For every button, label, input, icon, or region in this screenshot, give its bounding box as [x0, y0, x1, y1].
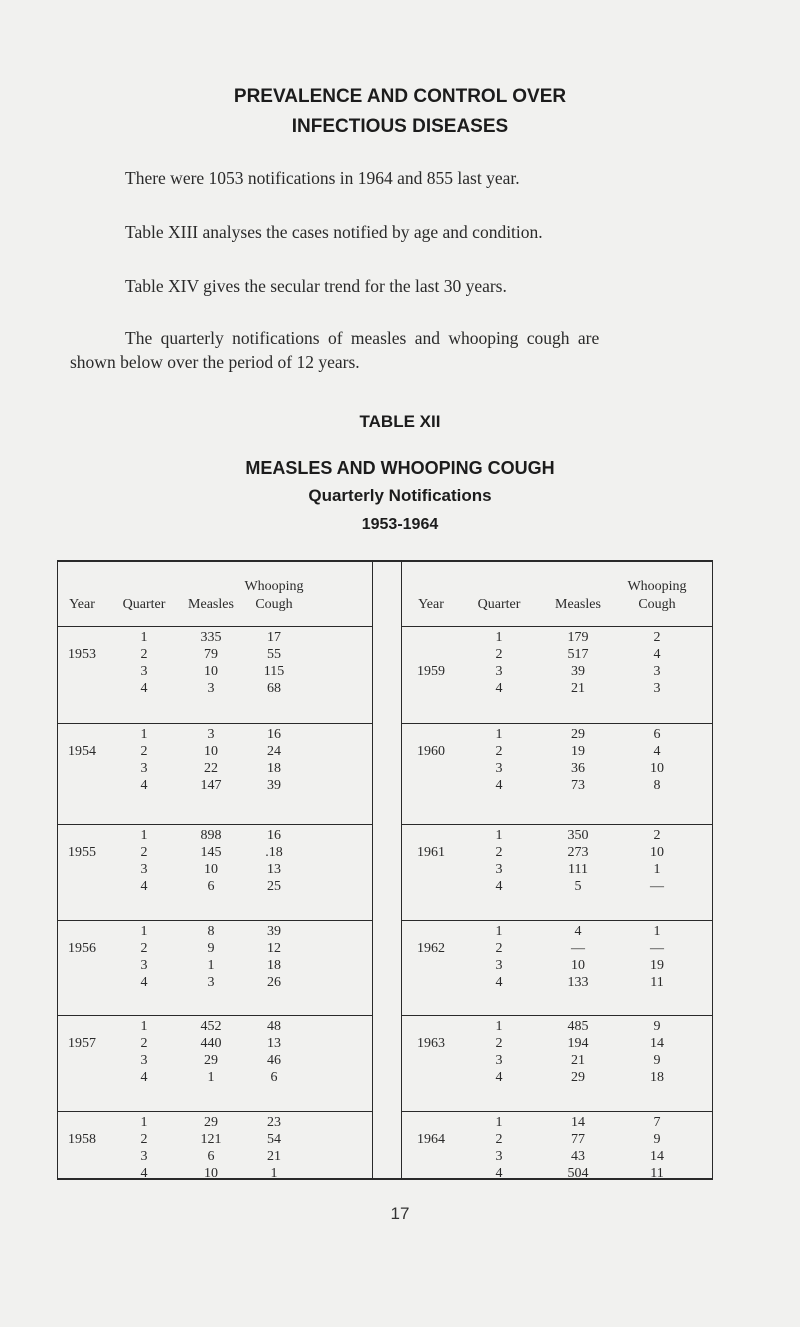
whooping-cough-cell: 23 [267, 1115, 281, 1130]
paragraph-quarterly-2: shown below over the period of 12 years. [70, 352, 360, 372]
quarter-cell: 1 [495, 1019, 503, 1034]
quarter-cell: 2 [495, 845, 503, 860]
quarter-cell: 3 [140, 761, 148, 776]
whooping-cough-cell: 13 [267, 1036, 281, 1051]
year-cell: 1954 [68, 744, 96, 759]
whooping-cough-cell: 2 [653, 630, 661, 645]
measles-cell: 111 [568, 862, 588, 877]
page-title-line1: PREVALENCE AND CONTROL OVER [233, 86, 567, 107]
measles-cell: 29 [571, 1070, 585, 1085]
whooping-cough-cell: 17 [267, 630, 281, 645]
quarter-cell: 1 [140, 1115, 148, 1130]
whooping-cough-cell: 25 [267, 879, 281, 894]
header-whooping-left: Whooping [244, 579, 304, 594]
header-cough-left: Cough [255, 597, 293, 612]
measles-cell: 3 [207, 681, 215, 696]
whooping-cough-cell: 48 [267, 1019, 281, 1034]
measles-cell: 73 [571, 778, 585, 793]
whooping-cough-cell: 9 [653, 1019, 661, 1034]
whooping-cough-cell: 12 [267, 941, 281, 956]
quarter-cell: 4 [140, 879, 148, 894]
measles-cell: 6 [207, 879, 215, 894]
quarter-cell: 4 [140, 1166, 148, 1181]
measles-cell: 194 [567, 1036, 589, 1051]
measles-cell: 179 [567, 630, 589, 645]
table-row-separator [58, 1111, 372, 1112]
table-row-separator [401, 824, 712, 825]
measles-cell: 3 [207, 975, 215, 990]
header-quarter-left: Quarter [122, 597, 166, 612]
header-quarter-right: Quarter [477, 597, 521, 612]
measles-cell: 10 [204, 744, 218, 759]
quarter-cell: 4 [495, 975, 503, 990]
measles-cell: 10 [204, 862, 218, 877]
measles-cell: 22 [204, 761, 218, 776]
measles-cell: 133 [567, 975, 589, 990]
header-year-right: Year [418, 597, 444, 612]
quarter-cell: 1 [495, 828, 503, 843]
header-whooping-right: Whooping [627, 579, 687, 594]
table-row-separator [401, 920, 712, 921]
whooping-cough-cell: 39 [267, 924, 281, 939]
year-cell: 1953 [68, 647, 96, 662]
measles-cell: 29 [204, 1053, 218, 1068]
year-cell: 1963 [417, 1036, 445, 1051]
year-cell: 1962 [417, 941, 445, 956]
table-row-separator [58, 1015, 372, 1016]
measles-cell: 21 [571, 1053, 585, 1068]
paragraph-table-xiv: Table XIV gives the secular trend for the last 30 years. [125, 276, 507, 296]
quarter-cell: 3 [495, 862, 503, 877]
whooping-cough-cell: 8 [653, 778, 661, 793]
measles-cell: 504 [567, 1166, 589, 1181]
measles-cell: 147 [200, 778, 222, 793]
quarter-cell: 1 [495, 630, 503, 645]
quarter-cell: 4 [495, 1166, 503, 1181]
whooping-cough-cell: 9 [653, 1132, 661, 1147]
whooping-cough-cell: 16 [267, 727, 281, 742]
table-subtitle: Quarterly Notifications [308, 486, 492, 505]
paragraph-notifications: There were 1053 notifications in 1964 and 855 last year. [125, 168, 520, 188]
whooping-cough-cell: 68 [267, 681, 281, 696]
table-title: MEASLES AND WHOOPING COUGH [245, 458, 555, 478]
whooping-cough-cell: 14 [650, 1036, 664, 1051]
table-row-separator [58, 920, 372, 921]
measles-cell: 1 [207, 958, 215, 973]
whooping-cough-cell: — [650, 941, 664, 956]
measles-cell: 39 [571, 664, 585, 679]
whooping-cough-cell: 1 [653, 924, 661, 939]
quarter-cell: 4 [495, 1070, 503, 1085]
table-row-separator [401, 1015, 712, 1016]
header-year-left: Year [69, 597, 95, 612]
quarter-cell: 2 [140, 1132, 148, 1147]
table-row-separator [401, 723, 712, 724]
year-cell: 1959 [417, 664, 445, 679]
measles-cell: 29 [571, 727, 585, 742]
whooping-cough-cell: 14 [650, 1149, 664, 1164]
table-row-separator [401, 626, 712, 627]
page-title-line2: INFECTIOUS DISEASES [291, 116, 509, 137]
whooping-cough-cell: 10 [650, 761, 664, 776]
year-cell: 1956 [68, 941, 96, 956]
quarter-cell: 4 [140, 975, 148, 990]
measles-cell: 36 [571, 761, 585, 776]
measles-cell: 10 [571, 958, 585, 973]
whooping-cough-cell: 18 [267, 958, 281, 973]
quarter-cell: 4 [495, 879, 503, 894]
measles-cell: 14 [571, 1115, 585, 1130]
whooping-cough-cell: 18 [267, 761, 281, 776]
measles-cell: 485 [567, 1019, 589, 1034]
measles-cell: 517 [567, 647, 589, 662]
quarter-cell: 2 [495, 1036, 503, 1051]
quarter-cell: 1 [140, 924, 148, 939]
whooping-cough-cell: 10 [650, 845, 664, 860]
table-label: TABLE XII [359, 412, 441, 431]
whooping-cough-cell: 1 [270, 1166, 278, 1181]
measles-cell: 9 [207, 941, 215, 956]
quarter-cell: 2 [495, 744, 503, 759]
measles-cell: 77 [571, 1132, 585, 1147]
page-number: 17 [390, 1204, 410, 1223]
whooping-cough-cell: 46 [267, 1053, 281, 1068]
header-measles-left: Measles [188, 597, 234, 612]
whooping-cough-cell: 1 [653, 862, 661, 877]
quarter-cell: 1 [140, 1019, 148, 1034]
measles-cell: 21 [571, 681, 585, 696]
whooping-cough-cell: 19 [650, 958, 664, 973]
paragraph-quarterly-1: The quarterly notifications of measles and whooping cough are [125, 328, 600, 348]
whooping-cough-cell: 18 [650, 1070, 664, 1085]
quarter-cell: 1 [140, 828, 148, 843]
whooping-cough-cell: 4 [653, 647, 661, 662]
table-row-separator [58, 824, 372, 825]
whooping-cough-cell: 55 [267, 647, 281, 662]
whooping-cough-cell: 3 [653, 664, 661, 679]
quarter-cell: 3 [495, 958, 503, 973]
measles-cell: 3 [207, 727, 215, 742]
year-cell: 1960 [417, 744, 445, 759]
whooping-cough-cell: 4 [653, 744, 661, 759]
quarter-cell: 3 [495, 1149, 503, 1164]
table-row-separator [58, 723, 372, 724]
year-cell: 1964 [417, 1132, 445, 1147]
whooping-cough-cell: 9 [653, 1053, 661, 1068]
whooping-cough-cell: 54 [267, 1132, 281, 1147]
whooping-cough-cell: 2 [653, 828, 661, 843]
measles-cell: 10 [204, 664, 218, 679]
measles-cell: 5 [574, 879, 582, 894]
quarter-cell: 2 [140, 744, 148, 759]
quarter-cell: 1 [495, 727, 503, 742]
year-cell: 1958 [68, 1132, 96, 1147]
quarter-cell: 3 [495, 1053, 503, 1068]
measles-cell: 10 [204, 1166, 218, 1181]
quarter-cell: 2 [495, 1132, 503, 1147]
measles-cell: 6 [207, 1149, 215, 1164]
quarter-cell: 2 [495, 941, 503, 956]
measles-cell: 8 [207, 924, 215, 939]
quarter-cell: 3 [140, 1053, 148, 1068]
whooping-cough-cell: 39 [267, 778, 281, 793]
measles-cell: 43 [571, 1149, 585, 1164]
measles-cell: — [571, 941, 585, 956]
measles-cell: 898 [200, 828, 222, 843]
measles-cell: 121 [200, 1132, 222, 1147]
table-center-divider-right [401, 562, 402, 1178]
quarter-cell: 1 [140, 727, 148, 742]
measles-cell: 440 [200, 1036, 222, 1051]
year-cell: 1961 [417, 845, 445, 860]
whooping-cough-cell: 21 [267, 1149, 281, 1164]
quarter-cell: 3 [140, 664, 148, 679]
measles-cell: 79 [204, 647, 218, 662]
quarter-cell: 1 [495, 924, 503, 939]
measles-cell: 273 [567, 845, 589, 860]
whooping-cough-cell: — [650, 879, 664, 894]
quarter-cell: 1 [140, 630, 148, 645]
quarter-cell: 3 [495, 664, 503, 679]
measles-cell: 29 [204, 1115, 218, 1130]
whooping-cough-cell: 115 [263, 664, 285, 679]
quarter-cell: 3 [140, 862, 148, 877]
table-row-separator [58, 626, 372, 627]
paragraph-table-xiii: Table XIII analyses the cases notified by age and condition. [125, 222, 543, 242]
quarter-cell: 2 [140, 941, 148, 956]
whooping-cough-cell: 6 [270, 1070, 278, 1085]
whooping-cough-cell: 11 [650, 1166, 664, 1181]
quarter-cell: 3 [495, 761, 503, 776]
measles-cell: 19 [571, 744, 585, 759]
table-center-divider-left [372, 562, 373, 1178]
whooping-cough-cell: 26 [267, 975, 281, 990]
measles-cell: 335 [200, 630, 222, 645]
quarter-cell: 4 [495, 681, 503, 696]
quarter-cell: 1 [495, 1115, 503, 1130]
measles-cell: 145 [200, 845, 222, 860]
header-cough-right: Cough [638, 597, 676, 612]
year-cell: 1955 [68, 845, 96, 860]
quarter-cell: 2 [140, 647, 148, 662]
whooping-cough-cell: 3 [653, 681, 661, 696]
whooping-cough-cell: 24 [267, 744, 281, 759]
quarter-cell: 4 [140, 681, 148, 696]
whooping-cough-cell: 11 [650, 975, 664, 990]
quarter-cell: 4 [140, 778, 148, 793]
quarter-cell: 4 [495, 778, 503, 793]
year-cell: 1957 [68, 1036, 96, 1051]
measles-cell: 350 [567, 828, 589, 843]
quarter-cell: 2 [140, 1036, 148, 1051]
whooping-cough-cell: 16 [267, 828, 281, 843]
measles-cell: 1 [207, 1070, 215, 1085]
notifications-table [57, 560, 713, 1180]
quarter-cell: 3 [140, 958, 148, 973]
whooping-cough-cell: .18 [265, 845, 283, 860]
quarter-cell: 3 [140, 1149, 148, 1164]
table-row-separator [401, 1111, 712, 1112]
quarter-cell: 4 [140, 1070, 148, 1085]
quarter-cell: 2 [140, 845, 148, 860]
table-period: 1953-1964 [361, 516, 439, 533]
measles-cell: 4 [574, 924, 582, 939]
whooping-cough-cell: 7 [653, 1115, 661, 1130]
quarter-cell: 2 [495, 647, 503, 662]
whooping-cough-cell: 13 [267, 862, 281, 877]
whooping-cough-cell: 6 [653, 727, 661, 742]
header-measles-right: Measles [555, 597, 601, 612]
measles-cell: 452 [200, 1019, 222, 1034]
